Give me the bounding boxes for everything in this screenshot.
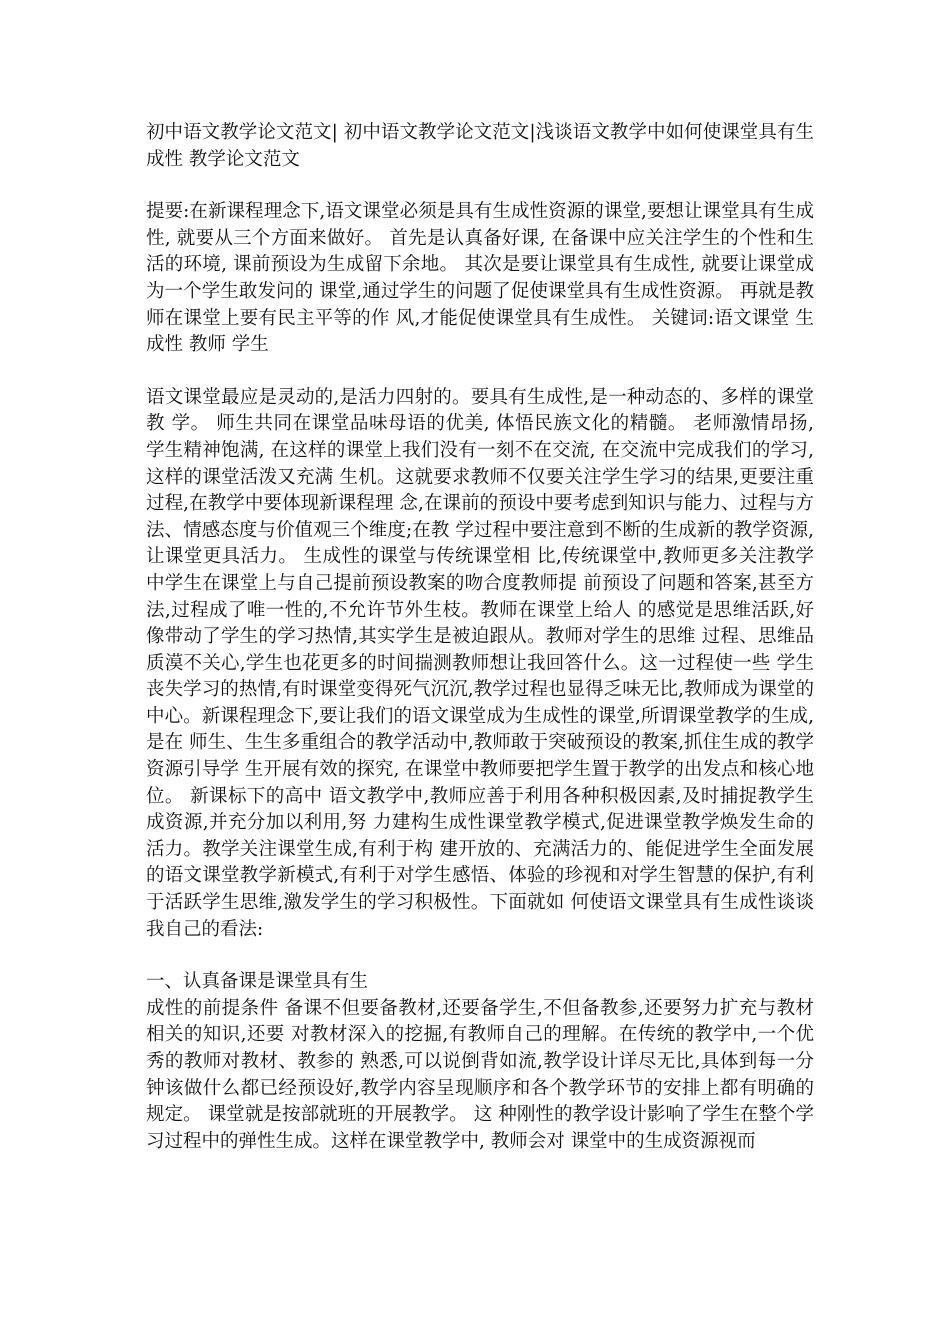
document-title: 初中语文教学论文范文| 初中语文教学论文范文|浅谈语文教学中如何使课堂具有生成性 教学论文范文 — [146, 122, 814, 170]
document-page — [146, 120, 814, 1155]
body-paragraph: 语文课堂最应是灵动的,是活力四射的。要具有生成性,是一种动态的、多样的课堂教 学。 师生共同在课堂品味母语的优美, 体悟民族文化的精髓。 老师激情昂扬, 学生精神饱满, 在这样的课堂上我们没有一刻不在交流, 在交流中完成我们的学习, 这样的课堂活泼又充满 生机。这就要求教师不仅要关注学生学习的结果,更要注重过程,在教学中要体现新课程理 念,在课前的预设中要考虑到知识与能力、过程与方法、情感态度与价值观三个维度;在教 学过程中要注意到不断的生成新的教学资源, 让课堂更具活力。 生成性的课堂与传统课堂相 比,传统课堂中,教师更多关注教学中学生在课堂上与自己提前预设教案的吻合度教师提 前预设了问题和答案,甚至方法,过程成了唯一性的,不允许节外生枝。教师在课堂上给人 的感觉是思维活跃,好像带动了学生的学习热情,其实学生是被迫跟从。教师对学生的思维 过程、思维品质漠不关心,学生也花更多的时间揣测教师想让我回答什么。这一过程使一些 学生丧失学习的热情,有时课堂变得死气沉沉,教学过程也显得乏味无比,教师成为课堂的 中心。新课程理念下,要让我们的语文课堂成为生成性的课堂,所谓课堂教学的生成,是在 师生、生生多重组合的教学活动中,教师敢于突破预设的教案,抓住生成的教学资源引导学 生开展有效的探究, 在课堂中教师要把学生置于教学的出发点和核心地位。 新课标下的高中 语文教学中,教师应善于利用各种积极因素,及时捕捉教学生成资源,并充分加以利用,努 力建构生成性课堂教学模式,促进课堂教学焕发生命的活力。教学关注课堂生成,有利于构 建开放的、充满活力的、能促进学生全面发展的语文课堂教学新模式,有利于对学生感悟、体验的珍视和对学生智慧的保护,有利于活跃学生思维,激发学生的学习积极性。下面就如 何使语文课堂具有生成性谈谈我自己的看法: — [146, 386, 814, 940]
section-heading: 一、认真备课是课堂具有生 — [146, 971, 369, 993]
section-paragraph: 成性的前提条件 备课不但要备教材,还要备学生,不但备教参,还要努力扩充与教材相关的知识,还要 对教材深入的挖掘,有教师自己的理解。在传统的教学中,一个优秀的教师对教材、教参的 熟悉,可以说倒背如流,教学设计详尽无比,具体到每一分钟该做什么都已经预设好,教学内容呈现顺序和各个教学环节的安排上都有明确的规定。 课堂就是按部就班的开展教学。 这 种刚性的教学设计影响了学生在整个学习过程中的弹性生成。这样在课堂教学中, 教师会对 课堂中的生成资源视而 — [146, 997, 814, 1152]
abstract-paragraph: 提要:在新课程理念下,语文课堂必须是具有生成性资源的课堂,要想让课堂具有生成 性, 就要从三个方面来做好。 首先是认真备好课, 在备课中应关注学生的个性和生活的环境, 课前预设为生成留下余地。 其次是要让课堂具有生成性, 就要让课堂成为一个学生敢发问的 课堂,通过学生的问题了促使课堂具有生成性资源。 再就是教师在课堂上要有民主平等的作 风,才能促使课堂具有生成性。 关键词:语文课堂 生成性 教师 学生 — [146, 201, 814, 356]
